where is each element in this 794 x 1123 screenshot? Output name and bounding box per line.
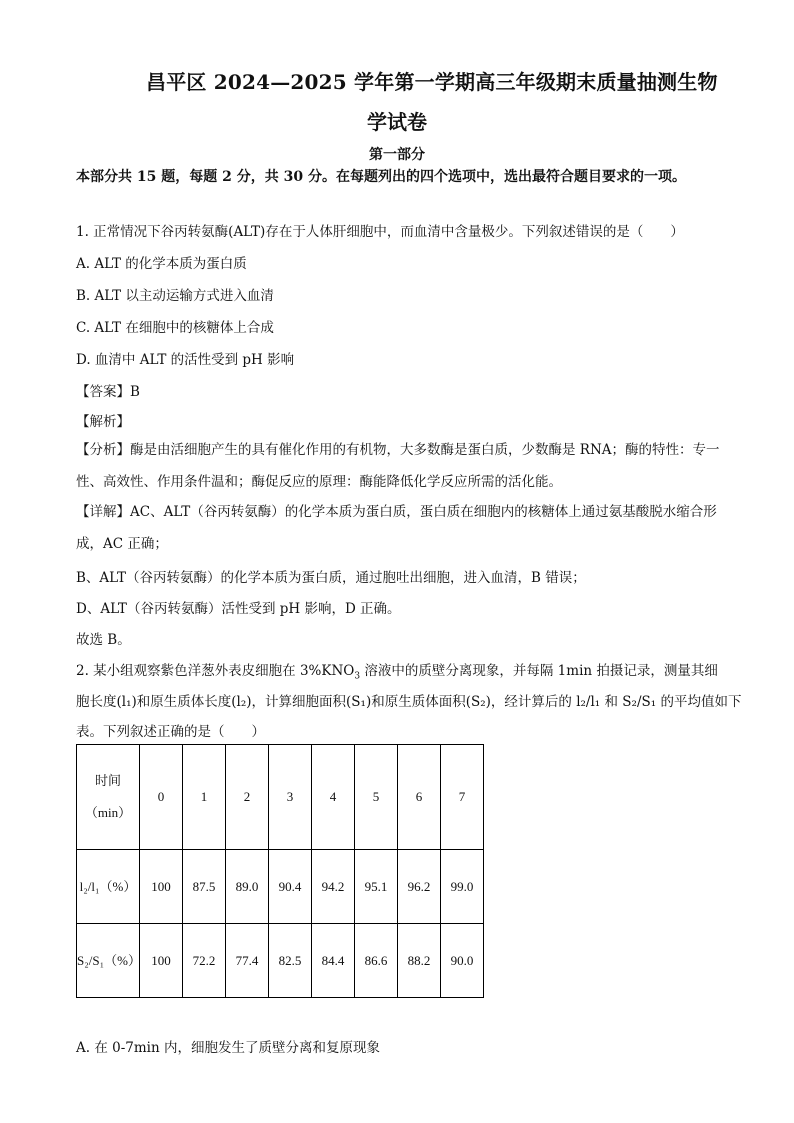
length-ratio-cell: 96.2 (398, 850, 441, 924)
q1-conclusion: 故选 B。 (76, 632, 131, 648)
q1-detail: 【详解】AC、ALT（谷丙转氨酶）的化学本质为蛋白质，蛋白质在细胞内的核糖体上通过氨基酸脱水缩合形成，AC 正确； (76, 504, 717, 552)
section-instructions: 本部分共 15 题，每题 2 分，共 30 分。在每题列出的四个选项中，选出最符合题目要求的一项。 (76, 169, 686, 185)
results-table (76, 744, 484, 998)
length-ratio-cell: 100 (140, 850, 183, 924)
table-row (77, 850, 484, 924)
time-cell: 5 (355, 745, 398, 850)
length-ratio-cell: 90.4 (269, 850, 312, 924)
time-cell: 0 (140, 745, 183, 850)
length-ratio-cell: 94.2 (312, 850, 355, 924)
q1-answer: 【答案】B (76, 384, 140, 400)
exam-title-line2: 学试卷 (367, 110, 427, 134)
row-label-length-ratio: l₂/l₁（%） (77, 850, 140, 924)
time-cell: 7 (441, 745, 484, 850)
q1-stem: 1. 正常情况下谷丙转氨酶(ALT)存在于人体肝细胞中，而血清中含量极少。下列叙述错误的是（ ） (76, 224, 684, 240)
q2-stem-part2: 溶液中的质壁分离现象，并每隔 1min 拍摄记录，测量其细 (360, 663, 718, 679)
q1-option-b: B. ALT 以主动运输方式进入血清 (76, 288, 274, 304)
header-time-label: 时间（min） (77, 745, 140, 850)
length-ratio-cell: 89.0 (226, 850, 269, 924)
area-ratio-cell: 90.0 (441, 924, 484, 998)
area-ratio-cell: 72.2 (183, 924, 226, 998)
q2-stem-part1: 2. 某小组观察紫色洋葱外表皮细胞在 3%KNO (76, 663, 355, 679)
q1-detail-d: D、ALT（谷丙转氨酶）活性受到 pH 影响，D 正确。 (76, 601, 401, 617)
time-cell: 4 (312, 745, 355, 850)
area-ratio-cell: 77.4 (226, 924, 269, 998)
area-ratio-cell: 84.4 (312, 924, 355, 998)
q1-option-d: D. 血清中 ALT 的活性受到 pH 影响 (76, 352, 295, 368)
q2-stem-line3: 表。下列叙述正确的是（ ） (76, 724, 265, 740)
area-ratio-cell: 100 (140, 924, 183, 998)
length-ratio-cell: 99.0 (441, 850, 484, 924)
row-label-area-ratio: S₂/S₁（%） (77, 924, 140, 998)
q2-option-a: A. 在 0-7min 内，细胞发生了质壁分离和复原现象 (76, 1040, 380, 1056)
table-row (77, 745, 484, 850)
q1-analysis: 【分析】酶是由活细胞产生的具有催化作用的有机物，大多数酶是蛋白质，少数酶是 RNA；酶的特性：专一性、高效性、作用条件温和；酶促反应的原理：酶能降低化学反应所需的活化能。 (76, 442, 720, 490)
q2-stem-line1 (76, 659, 718, 682)
q1-option-c: C. ALT 在细胞中的核糖体上合成 (76, 320, 274, 336)
time-cell: 6 (398, 745, 441, 850)
area-ratio-cell: 88.2 (398, 924, 441, 998)
time-cell: 1 (183, 745, 226, 850)
q2-stem-subscript: 3 (354, 671, 361, 682)
length-ratio-cell: 87.5 (183, 850, 226, 924)
q1-detail-b: B、ALT（谷丙转氨酶）的化学本质为蛋白质，通过胞吐出细胞，进入血清，B 错误； (76, 570, 586, 586)
q2-stem-line2: 胞长度(l₁)和原生质体长度(l₂)，计算细胞面积(S₁)和原生质体面积(S₂)，经计算后的 l₂/l₁ 和 S₂/S₁ 的平均值如下 (76, 694, 742, 710)
area-ratio-cell: 82.5 (269, 924, 312, 998)
section-heading: 第一部分 (369, 147, 425, 163)
time-cell: 2 (226, 745, 269, 850)
q1-option-a: A. ALT 的化学本质为蛋白质 (76, 256, 247, 272)
length-ratio-cell: 95.1 (355, 850, 398, 924)
q1-analysis-label: 【解析】 (76, 414, 130, 430)
area-ratio-cell: 86.6 (355, 924, 398, 998)
time-cell: 3 (269, 745, 312, 850)
exam-title-line1: 昌平区 2024—2025 学年第一学期高三年级期末质量抽测生物 (146, 70, 718, 94)
table-row (77, 924, 484, 998)
